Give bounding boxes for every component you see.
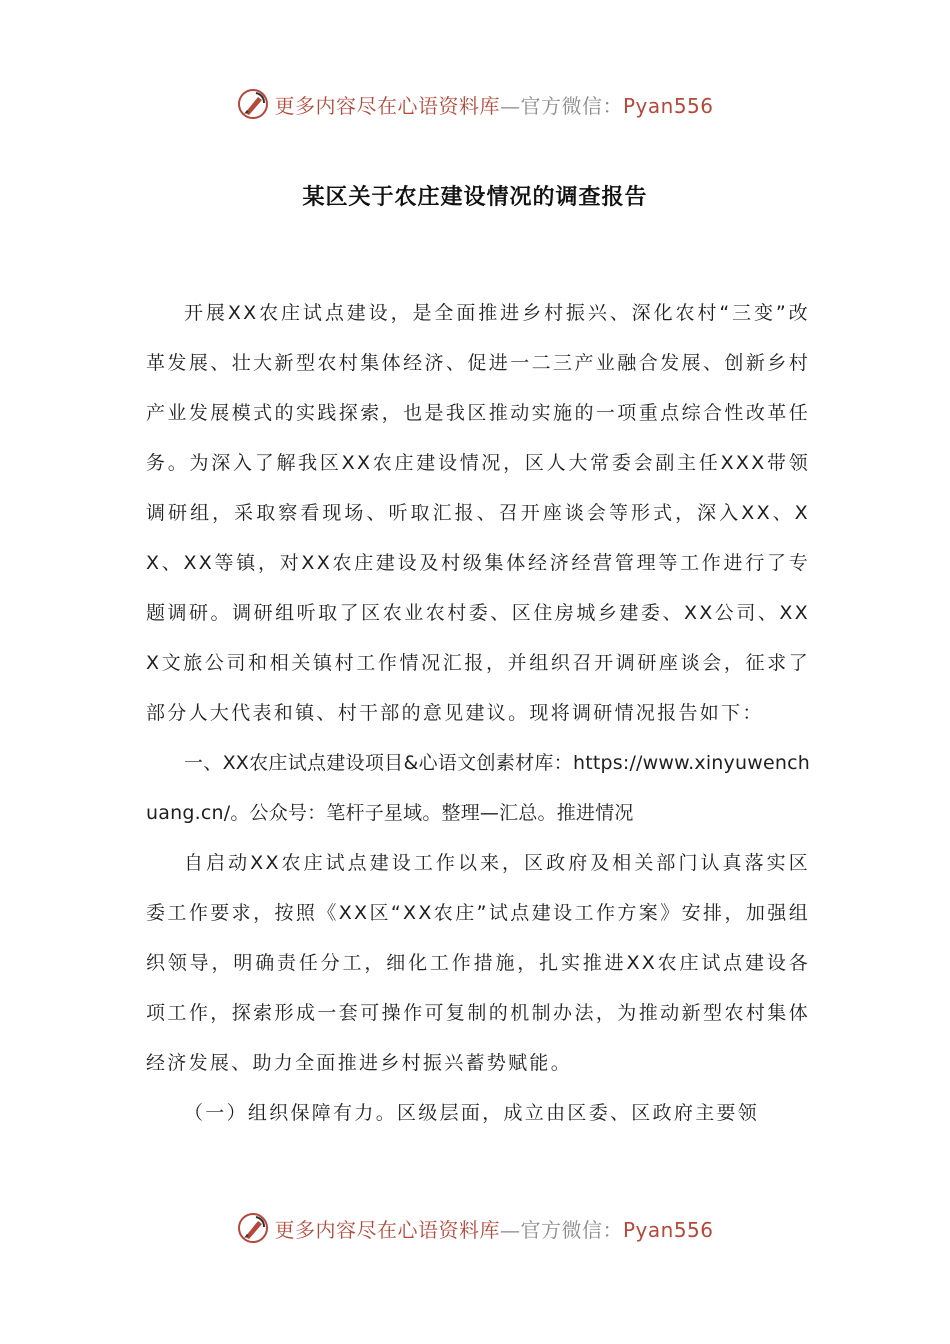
watermark-dash: —: [499, 93, 521, 118]
footer-watermark-banner: [0, 1206, 950, 1250]
fountain-pen-icon: [236, 1211, 270, 1245]
watermark-main: 更多内容尽在心语资料库: [274, 1217, 500, 1242]
paragraph-section-heading: 一、XX农庄试点建设项目&心语文创素材库：https://www.xinyuwenchuang.cn/。公众号：笔杆子星域。整理—汇总。推进情况: [146, 752, 810, 824]
paragraph-intro: 开展XX农庄试点建设，是全面推进乡村振兴、深化农村“三变”改革发展、壮大新型农村集体经济、促进一二三产业融合发展、创新乡村产业发展模式的实践探索，也是我区推动实施的一项重点综合性改革任务。为深入了解我区XX农庄建设情况，区人大常委会副主任XXX带领调研组，采取察看现场、听取汇报、召开座谈会等形式，深入XX、XX、XX等镇，对XX农庄建设及村级集体经济经营管理等工作进行了专题调研。调研组听取了区农业农村委、区住房城乡建委、XX公司、XXX文旅公司和相关镇村工作情况汇报，并组织召开调研座谈会，征求了部分人大代表和镇、村干部的意见建议。现将调研情况报告如下：: [146, 302, 810, 724]
watermark-dash: —: [499, 1217, 521, 1242]
watermark-wechat-id: Pyan556: [622, 1217, 714, 1242]
watermark-wechat-id: Pyan556: [622, 93, 714, 118]
document-title: 某区关于农庄建设情况的调查报告: [302, 185, 648, 210]
paragraph-organization: （一）组织保障有力。区级层面，成立由区委、区政府主要领: [184, 1102, 760, 1124]
watermark-text: [274, 1214, 713, 1243]
watermark-contact-label: 官方微信：: [520, 93, 623, 118]
fountain-pen-icon: [236, 87, 270, 121]
watermark-main: 更多内容尽在心语资料库: [274, 93, 500, 118]
header-watermark-banner: [0, 82, 950, 126]
paragraph-progress: 自启动XX农庄试点建设工作以来，区政府及相关部门认真落实区委工作要求，按照《XX区“XX农庄”试点建设工作方案》安排，加强组织领导，明确责任分工，细化工作措施，扎实推进XX农庄试点建设各项工作，探索形成一套可操作可复制的机制办法，为推动新型农村集体经济发展、助力全面推进乡村振兴蓄势赋能。: [146, 852, 810, 1074]
document-body: [146, 288, 810, 1138]
watermark-contact-label: 官方微信：: [520, 1217, 623, 1242]
watermark-text: [274, 90, 713, 119]
